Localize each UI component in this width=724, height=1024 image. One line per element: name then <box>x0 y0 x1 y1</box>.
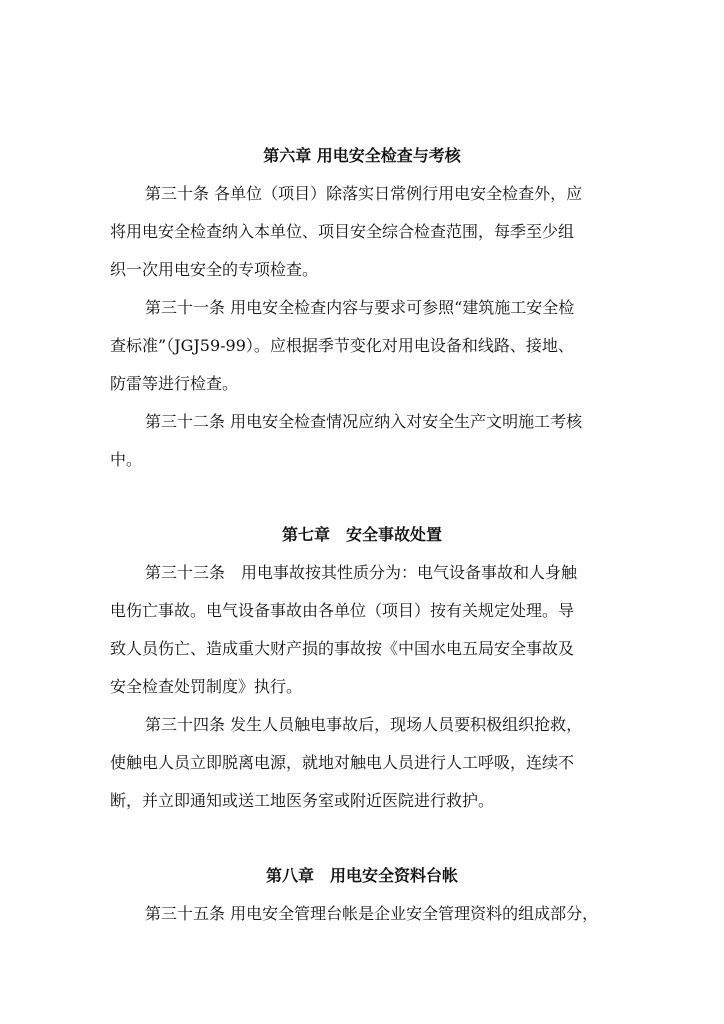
paragraph-line: 防雷等进行检查。 <box>110 374 239 393</box>
paragraph-line: 第三十条 各单位（项目）除落实日常例行用电安全检查外，应 <box>145 184 583 203</box>
paragraph-line: 断，并立即通知或送工地医务室或附近医院进行救护。 <box>110 791 495 810</box>
paragraph-line: 安全检查处罚制度》执行。 <box>110 677 303 696</box>
paragraph-line: 第三十一条 用电安全检查内容与要求可参照“建筑施工安全检 <box>145 298 575 317</box>
paragraph-line: 电伤亡事故。电气设备事故由各单位（项目）按有关规定处理。导 <box>110 601 575 620</box>
paragraph-line: 织一次用电安全的专项检查。 <box>110 260 319 279</box>
paragraph-line: 使触电人员立即脱离电源，就地对触电人员进行人工呼吸，连续不 <box>110 753 575 772</box>
chapter-7-title: 第七章 安全事故处置 <box>281 525 442 544</box>
chapter-8-title: 第八章 用电安全资料台帐 <box>265 866 458 885</box>
paragraph-line: 致人员伤亡、造成重大财产损的事故按《中国水电五局安全事故及 <box>110 639 575 658</box>
paragraph-line: 查标准”（JGJ59-99）。应根据季节变化对用电设备和线路、接地、 <box>110 336 574 355</box>
paragraph-line: 中。 <box>110 450 143 469</box>
chapter-6-title: 第六章 用电安全检查与考核 <box>263 146 461 165</box>
paragraph-line: 将用电安全检查纳入本单位、项目安全综合检查范围，每季至少组 <box>110 222 575 241</box>
paragraph-line: 第三十三条 用电事故按其性质分为：电气设备事故和人身触 <box>145 563 578 582</box>
paragraph-line: 第三十四条 发生人员触电事故后，现场人员要积极组织抢救， <box>145 715 583 734</box>
paragraph-line: 第三十二条 用电安全检查情况应纳入对安全生产文明施工考核 <box>145 412 583 431</box>
paragraph-line: 第三十五条 用电安全管理台帐是企业安全管理资料的组成部分， <box>145 904 599 923</box>
